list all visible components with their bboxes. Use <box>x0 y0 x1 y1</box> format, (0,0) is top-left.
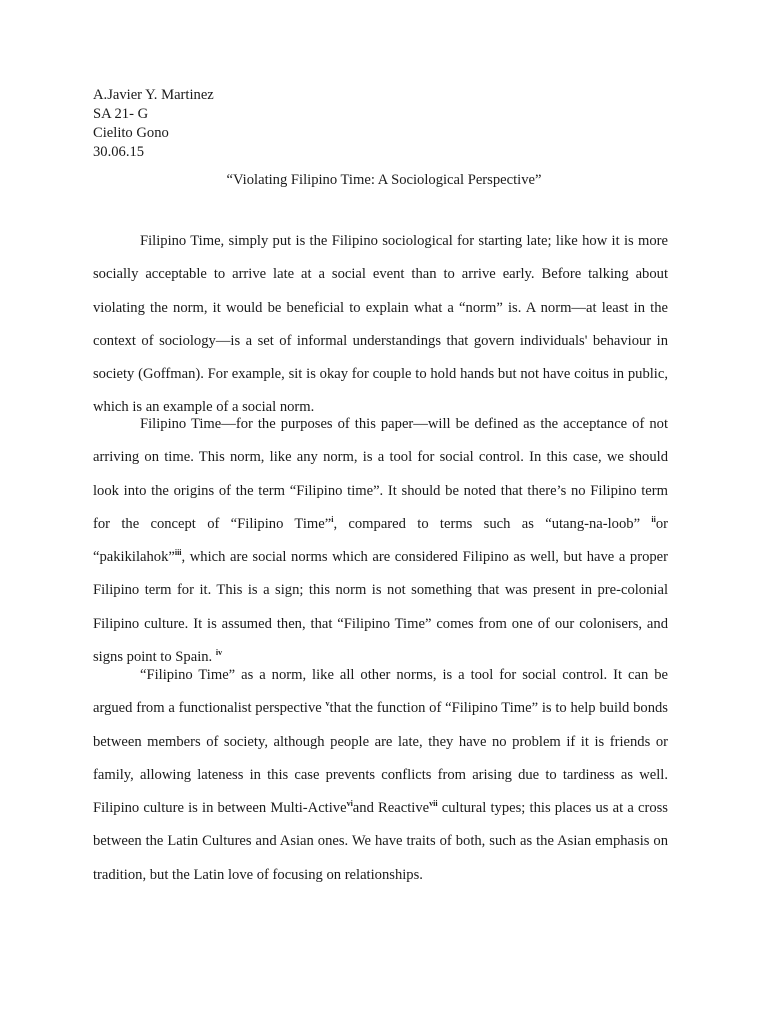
paragraph-1-text: Filipino Time, simply put is the Filipino sociological for starting late; like how it is more socially acceptable to arrive late at a social event than to arrive early. Before talking about violating the norm, it would be beneficial to explain what a “norm” is. A norm—at least in the context of sociology—is a set of informal understandings that govern individuals' behaviour in society (Goffman). For example, sit is okay for couple to hold hands but not have coitus in public, which is an example of a social norm. <box>93 233 668 416</box>
class-section: SA 21- G <box>93 106 149 122</box>
instructor-name: Cielito Gono <box>93 125 169 141</box>
paragraph-2-text-d: , which are social norms which are considered Filipino as well, but have a proper Filipino term for it. This is a sign; this norm is not something that was present in pre-colonial Filipino culture. It is assumed then, that “Filipino Time” comes from one of our colonisers, and signs point to Spain. <box>93 549 668 666</box>
footnote-marker-iv: iv <box>215 648 223 658</box>
paragraph-2-text-c: or “pakikilahok” <box>93 515 669 566</box>
paragraph-2 <box>93 408 668 674</box>
paragraph-3-text-b: that the function of “Filipino Time” is to help build bonds between members of society, although people are late, they have no problem if it is friends or family, allowing lateness in this case prevents conflicts from arising due to tardiness as well. Filipino culture is in between Multi-Active <box>93 700 668 817</box>
author-name: A.Javier Y. Martinez <box>93 87 214 103</box>
footnote-marker-i: i <box>331 515 334 525</box>
document-header <box>93 86 214 162</box>
paragraph-2-text-b: , compared to terms such as “utang-na-loob” <box>333 515 641 532</box>
paragraph-3-text-a: “Filipino Time” as a norm, like all other norms, is a tool for social control. It can be argued from a functionalist perspective <box>93 667 668 717</box>
document-date: 30.06.15 <box>93 144 145 160</box>
paragraph-3-text-d: cultural types; this places us at a cross between the Latin Cultures and Asian ones. We have traits of both, such as the Asian emphasis on tradition, but the Latin love of focusing on relationships. <box>93 800 668 883</box>
paragraph-3-text-c: and Reactive <box>352 800 430 817</box>
paragraph-2-text-a: Filipino Time—for the purposes of this paper—will be defined as the acceptance of not arriving on time. This norm, like any norm, is a tool for social control. In this case, we should look into the origins of the term “Filipino time”. It should be noted that there’s no Filipino term for the concept of “Filipino Time” <box>93 416 668 532</box>
paragraph-1 <box>93 225 668 425</box>
paragraph-3 <box>93 659 668 892</box>
footnote-marker-vi: vi <box>346 799 353 809</box>
footnote-marker-ii: ii <box>651 515 656 525</box>
footnote-marker-v: v <box>325 699 330 709</box>
essay-title: “Violating Filipino Time: A Sociological Perspective” <box>226 172 542 188</box>
footnote-marker-vii: vii <box>429 799 438 809</box>
footnote-marker-iii: iii <box>174 548 182 558</box>
